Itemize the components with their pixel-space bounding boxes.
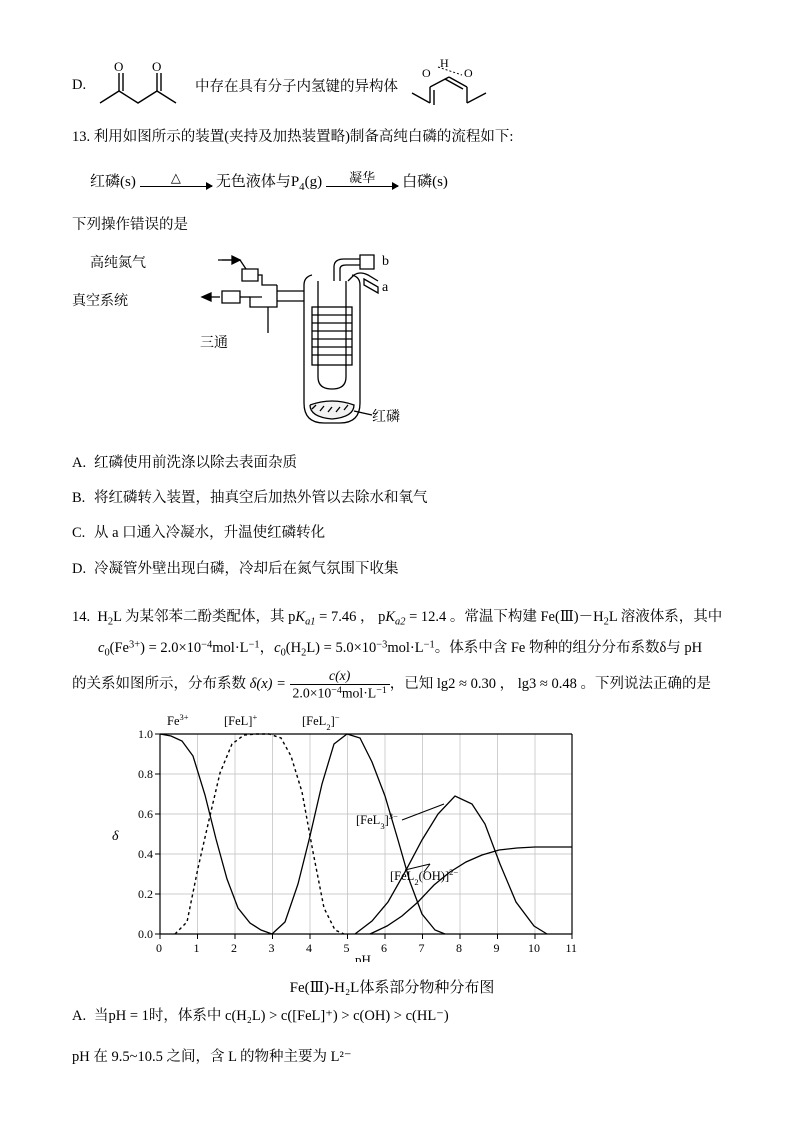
q13-choice-a-text: 红磷使用前洗涤以除去表面杂质 <box>94 455 297 472</box>
flow-arrow-2-label: 凝华 <box>349 169 376 185</box>
question-13 <box>72 124 732 581</box>
q13-flow-scheme <box>90 166 732 200</box>
q13-choice-c-text: 从 a 口通入冷凝水，升温使红磷转化 <box>94 525 326 542</box>
svg-text:0.4: 0.4 <box>138 846 153 861</box>
flow-arrow-1-label: △ <box>170 169 181 185</box>
svg-text:10: 10 <box>528 940 540 955</box>
svg-text:1: 1 <box>193 940 200 955</box>
structure-enol-hbond-icon <box>404 57 509 113</box>
q13-choice-a-label: A. <box>72 455 87 472</box>
hydrogen-label: H <box>440 57 449 70</box>
q13-choice-b[interactable] <box>72 487 732 510</box>
q13-prompt: 下列操作错误的是 <box>72 216 188 233</box>
q14-h: H <box>97 608 108 625</box>
label-port-a: a <box>382 280 389 296</box>
page-content <box>72 56 732 1069</box>
svg-text:0.0: 0.0 <box>138 926 153 941</box>
label-vacuum-system: 真空系统 <box>72 294 128 310</box>
svg-text:0.8: 0.8 <box>138 766 153 781</box>
q14-distribution-chart <box>72 711 732 997</box>
q14-choice-a-label: A. <box>72 1007 87 1024</box>
svg-text:9: 9 <box>493 940 500 955</box>
q13-number: 13. <box>72 129 91 145</box>
q14-line-1: 14. $H_2L$ 为某邻苯二酚类配体，其 $pK_{a1} = 7.46$ ， $pK_{a2} = 12.4$ 。常温下构建 $Fe(Ⅲ)-H_2L$ 溶液体系，其中 <box>72 608 723 628</box>
option-d-label: D. <box>72 76 87 93</box>
svg-text:8: 8 <box>456 940 462 955</box>
q14-choice-a[interactable] <box>72 1005 732 1028</box>
q13-stem-line <box>72 124 732 152</box>
curve-felplus <box>175 734 344 934</box>
svg-text:2: 2 <box>231 940 237 955</box>
flow-middle: 无色液体与$P_4(g)$ <box>215 173 323 193</box>
svg-text:11: 11 <box>565 940 578 955</box>
annotation-fel2minus: [FeL$_2$]− <box>302 711 340 732</box>
svg-text:δ: δ <box>112 828 119 844</box>
q14-line-3: 的关系如图所示，分布系数 δ(x) = $\frac{c(x)}{2.0\times 10^{-4}mol\cdot L^{-1}}$ ，已知 lg2 ≈ 0.30 ， lg3 ≈ 0.48 。下列说法正确的是 <box>72 668 712 701</box>
label-red-phosphorus: 红磷 <box>372 410 400 426</box>
label-port-b: b <box>382 254 389 270</box>
svg-text:6: 6 <box>381 940 387 955</box>
structure-diketone-icon <box>94 57 189 113</box>
curve-fe3plus <box>160 734 272 934</box>
q13-choice-a[interactable] <box>72 452 732 475</box>
svg-text:3: 3 <box>268 940 275 955</box>
annotation-fel3: $[FeL_3]^{3-}$ <box>356 810 398 831</box>
svg-text:4: 4 <box>306 940 312 955</box>
q14-choice-b-text: pH 在 9.5~10.5 之间，含 L 的物种主要为 L²⁻ <box>72 1048 352 1065</box>
flow-start: 红磷(s) <box>90 174 136 191</box>
q14-choice-a-text: 当pH = 1时，体系中 c(H₂L) > c([FeL]⁺) > c(OH) > c(HL⁻) <box>94 1007 449 1024</box>
q13-choice-c-label: C. <box>72 525 86 542</box>
q13-choice-b-label: B. <box>72 490 86 507</box>
q14-number: 14. <box>72 608 91 625</box>
svg-text:1.0: 1.0 <box>138 726 153 741</box>
chart-svg <box>72 712 732 962</box>
svg-text:0: 0 <box>156 940 162 955</box>
q13-choice-b-text: 将红磷转入装置，抽真空后加热外管以去除水和氧气 <box>94 490 428 507</box>
apparatus-drawing-icon <box>72 245 732 440</box>
svg-text:O: O <box>152 59 162 74</box>
annotation-fe3plus: $Fe^{3+}$ <box>167 711 189 728</box>
annotation-fel2oh: $[FeL_2(OH)]^{2-}$ <box>390 866 459 887</box>
flow-arrow-2 <box>326 166 398 200</box>
svg-text:O: O <box>464 66 473 80</box>
question-14 <box>72 603 732 1069</box>
flow-arrow-1 <box>140 166 212 200</box>
option-d-row <box>72 56 732 114</box>
svg-text:pH: pH <box>355 951 371 962</box>
q13-choice-d-label: D. <box>72 560 87 577</box>
annotation-felplus: [FeL]+ <box>224 711 258 728</box>
svg-text:0.2: 0.2 <box>138 886 153 901</box>
q13-stem: 利用如图所示的装置(夹持及加热装置略)制备高纯白磷的流程如下: <box>93 129 514 145</box>
delta-formula-fraction: $\frac{c(x)}{2.0\times 10^{-4}mol\cdot L^{-1}}$ <box>290 668 390 701</box>
q13-choice-c[interactable] <box>72 522 732 545</box>
q14-line-2: $c_0(Fe^{3+}) = 2.0\times 10^{-4}mol\cdot L^{-1}$，$c_0(H_2L) = 5.0\times 10^{-3}mol\cdot L^{-1}$。体系中含 Fe 物种的组分分布系数δ与 pH <box>98 639 703 659</box>
label-high-purity-nitrogen: 高纯氮气 <box>90 256 146 272</box>
q13-choice-d-text: 冷凝管外壁出现白磷，冷却后在氮气氛围下收集 <box>94 560 399 577</box>
flow-end: 白磷(s) <box>402 174 448 191</box>
q13-choice-d[interactable] <box>72 558 732 581</box>
svg-text:5: 5 <box>343 940 350 955</box>
svg-text:7: 7 <box>418 940 425 955</box>
chart-caption: Fe(Ⅲ)-H₂L体系部分物种分布图 <box>289 980 495 997</box>
svg-text:0.6: 0.6 <box>138 806 153 821</box>
curve-fel2oh <box>370 847 572 934</box>
svg-text:O: O <box>114 59 124 74</box>
q13-apparatus-figure <box>72 245 732 440</box>
label-tee: 三通 <box>200 336 228 352</box>
option-d-text: 中存在具有分子内氢键的异构体 <box>195 78 398 95</box>
q14-choice-b[interactable] <box>72 1046 732 1069</box>
svg-text:O: O <box>422 66 431 80</box>
curve-fel2minus <box>272 734 445 934</box>
